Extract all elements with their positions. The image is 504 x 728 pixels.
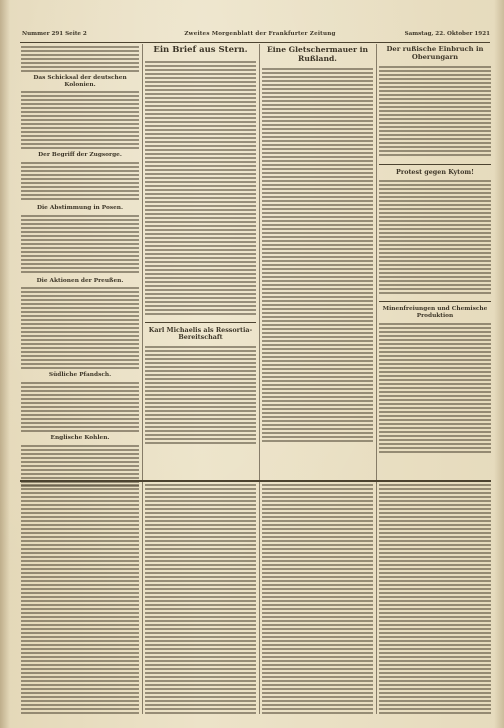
article-divider: [379, 301, 491, 302]
article-text: [379, 323, 491, 453]
headline-zugsorge: Der Begriff der Zugsorge.: [38, 152, 122, 159]
feuilleton-text-2: [145, 484, 256, 714]
page-edge-shadow-right: [494, 0, 504, 728]
article-text: [21, 287, 139, 369]
page-header: [20, 31, 490, 41]
article-text: [21, 162, 139, 202]
headline-brief-stern: Ein Brief aus Stern.: [153, 45, 248, 55]
column-2: [145, 46, 256, 446]
article-text: [145, 61, 256, 316]
column-3: [262, 46, 373, 443]
headline-protest: Protest gegen Kytom!: [396, 167, 474, 176]
feuilleton-divider: [20, 480, 491, 482]
headline-michaelis: Karl Michaelis als Ressortia-Bereitschaft: [148, 325, 253, 342]
headline-kohlen: Englische Kohlen.: [50, 434, 110, 441]
article-text: [21, 382, 139, 432]
column-rule: [259, 44, 260, 484]
page-edge-shadow-left: [0, 0, 10, 728]
article-text: [21, 91, 139, 149]
article-text: [145, 346, 256, 446]
article-divider: [379, 164, 491, 165]
header-issue-page: Nummer 291 Seite 2: [22, 31, 87, 37]
headline-preussen: Die Aktionen der Preußen.: [36, 277, 124, 284]
article-text: [379, 66, 491, 158]
column-1: [21, 46, 139, 487]
headline-minenfreiungen: Minenfreiungen und Chemische Produktion: [382, 305, 488, 319]
article-text: [379, 180, 491, 295]
article-divider: [145, 322, 256, 323]
headline-kolonien: Das Schicksal der deutschen Kolonien.: [33, 75, 127, 88]
feuilleton-text-3: [262, 484, 373, 714]
headline-gletschermauer: Eine Gletschermauer in Rußland.: [267, 45, 368, 63]
header-date: Samstag, 22. Oktober 1921: [404, 31, 490, 37]
header-rule: [20, 42, 490, 43]
header-masthead: Zweites Morgenblatt der Frankfurter Zeitung: [184, 31, 336, 37]
feuilleton-text-1: [21, 484, 139, 714]
article-text: [21, 215, 139, 275]
column-rule: [142, 484, 143, 714]
article-text: [21, 46, 139, 72]
article-text: [262, 68, 373, 443]
column-rule: [376, 44, 377, 484]
headline-pfandsch: Südliche Pfandsch.: [48, 372, 112, 379]
headline-oberungarn: Der rußische Einbruch in Oberungarn: [386, 45, 484, 61]
column-rule: [376, 484, 377, 714]
column-rule: [142, 44, 143, 484]
column-4: [379, 46, 491, 453]
headline-posen: Die Abstimmung in Posen.: [36, 204, 124, 211]
column-rule: [259, 484, 260, 714]
feuilleton-text-4: [379, 484, 491, 714]
